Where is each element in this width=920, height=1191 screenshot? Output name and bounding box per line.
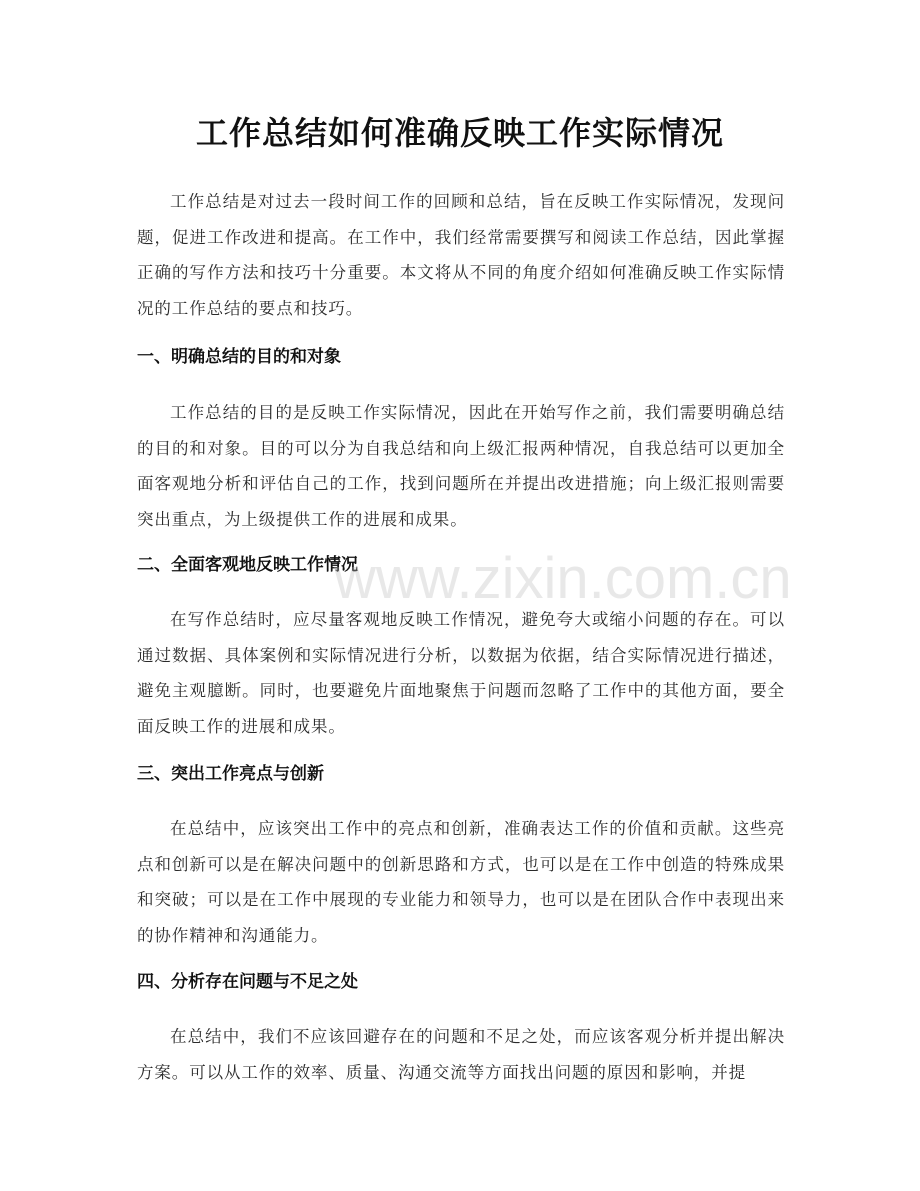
section-body-2: 在写作总结时，应尽量客观地反映工作情况，避免夸大或缩小问题的存在。可以通过数据、具体案例和实际情况进行分析，以数据为依据，结合实际情况进行描述，避免主观臆断。同时，也要避免片面地聚焦于问题而忽略了工作中的其他方面，要全面反映工作的进展和成果。 bbox=[137, 610, 785, 736]
section-body-1: 工作总结的目的是反映工作实际情况，因此在开始写作之前，我们需要明确总结的目的和对象。目的可以分为自我总结和向上级汇报两种情况，自我总结可以更加全面客观地分析和评估自己的工作，找到问题所在并提出改进措施；向上级汇报则需要突出重点，为上级提供工作的进展和成果。 bbox=[137, 403, 785, 529]
watermark: www.zixin.com.cn bbox=[334, 546, 792, 611]
intro-paragraph: 工作总结是对过去一段时间工作的回顾和总结，旨在反映工作实际情况，发现问题，促进工作改进和提高。在工作中，我们经常需要撰写和阅读工作总结，因此掌握正确的写作方法和技巧十分重要。本文将从不同的角度介绍如何准确反映工作实际情况的工作总结的要点和技巧。 bbox=[137, 192, 785, 318]
section-heading-4: 四、分析存在问题与不足之处 bbox=[137, 972, 358, 992]
page-title: 工作总结如何准确反映工作实际情况 bbox=[195, 114, 724, 152]
section-body-3: 在总结中，应该突出工作中的亮点和创新，准确表达工作的价值和贡献。这些亮点和创新可以是在解决问题中的创新思路和方式，也可以是在工作中创造的特殊成果和突破；可以是在工作中展现的专业能力和领导力，也可以是在团队合作中表现出来的协作精神和沟通能力。 bbox=[137, 819, 785, 945]
section-heading-2: 二、全面客观地反映工作情况 bbox=[137, 555, 358, 575]
section-heading-1: 一、明确总结的目的和对象 bbox=[137, 347, 341, 367]
section-heading-3: 三、突出工作亮点与创新 bbox=[137, 764, 324, 784]
section-body-4: 在总结中，我们不应该回避存在的问题和不足之处，而应该客观分析并提出解决方案。可以从工作的效率、质量、沟通交流等方面找出问题的原因和影响，并提 bbox=[137, 1027, 785, 1082]
